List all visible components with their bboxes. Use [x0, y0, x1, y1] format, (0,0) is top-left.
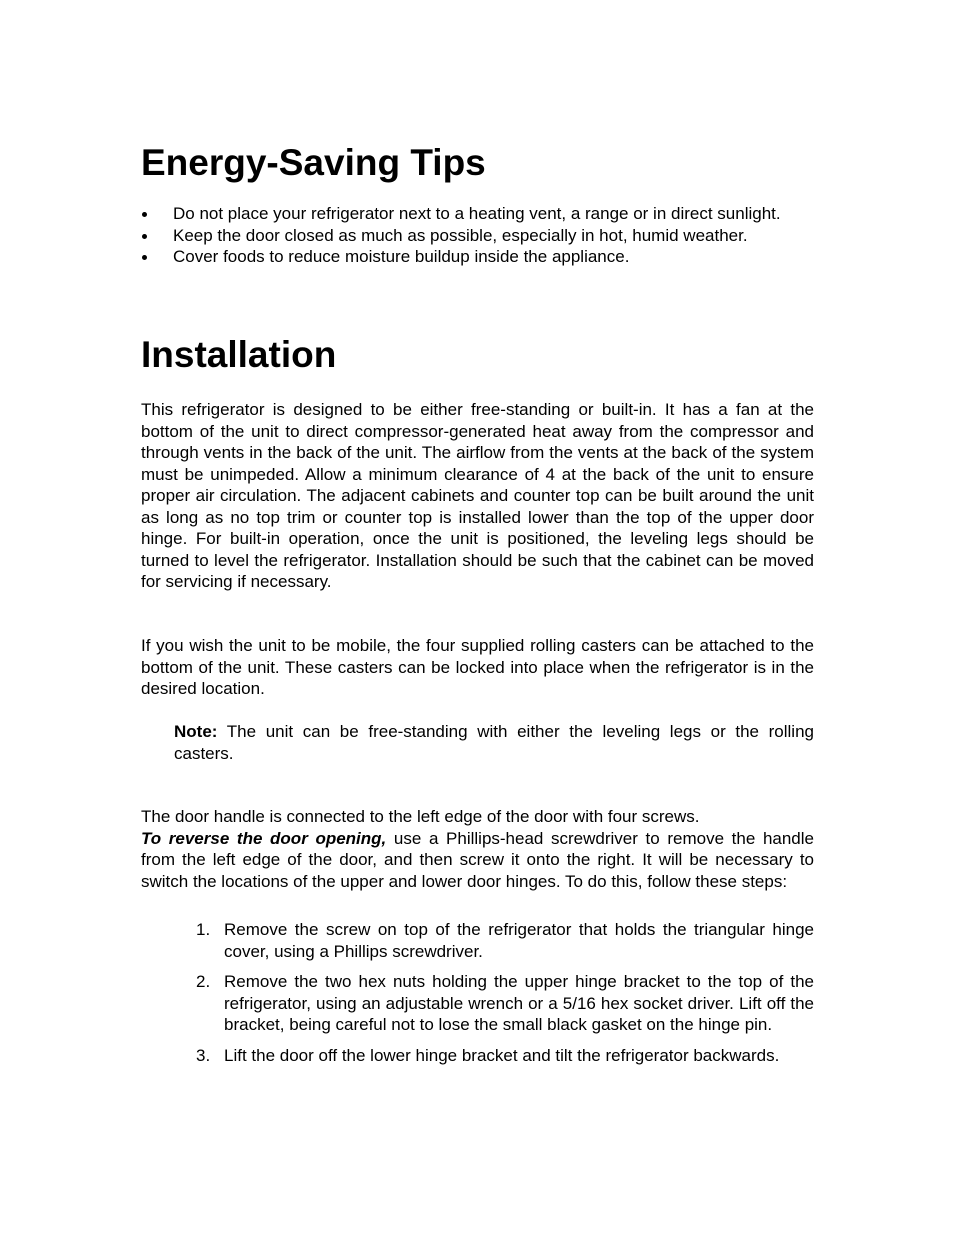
- reverse-door-label: To reverse the door opening,: [141, 828, 387, 848]
- bullet-icon: [142, 234, 147, 239]
- note-block: [174, 721, 814, 764]
- reverse-door-steps: [196, 919, 814, 1075]
- step-text: Remove the screw on top of the refrigerator that holds the triangular hinge cover, using a Phillips screwdriver.: [224, 920, 814, 961]
- door-handle-text: The door handle is connected to the left edge of the door with four screws.: [141, 807, 700, 826]
- reverse-door-text: use a Phillips-head screwdriver to remove the handle from the left edge of the door, and then screw it onto the right. It will be necessary to switch the locations of the upper and lower door hinges. To do this, follow these steps:: [141, 828, 814, 891]
- list-item: [196, 919, 814, 962]
- step-number: 3.: [196, 1045, 211, 1065]
- step-text: Remove the two hex nuts holding the upper hinge bracket to the top of the refrigerator, using an adjustable wrench or a 5/16 hex socket driver. Lift off the bracket, being careful not to lose the small black gasket on the hinge pin.: [224, 972, 814, 1034]
- step-number: 1.: [196, 920, 211, 939]
- step-number: 2.: [196, 972, 211, 991]
- list-item: [141, 225, 814, 247]
- bullet-icon: [142, 212, 147, 217]
- step-text: Lift the door off the lower hinge bracket and tilt the refrigerator backwards.: [224, 1045, 780, 1065]
- energy-saving-heading: Energy-Saving Tips: [141, 142, 486, 183]
- mobile-casters-paragraph: If you wish the unit to be mobile, the four supplied rolling casters can be attached to the bottom of the unit. These casters can be locked into place when the refrigerator is in the desired location.: [141, 636, 814, 698]
- tip-text: Cover foods to reduce moisture buildup inside the appliance.: [173, 247, 630, 266]
- tip-text: Do not place your refrigerator next to a heating vent, a range or in direct sunlight.: [173, 204, 781, 223]
- list-item: [141, 203, 814, 225]
- energy-tips-list: [141, 203, 814, 268]
- list-item: [141, 246, 814, 268]
- list-item: [196, 971, 814, 1036]
- list-item: [196, 1045, 814, 1067]
- door-handle-paragraph: [141, 806, 814, 892]
- installation-paragraph: This refrigerator is designed to be either free-standing or built-in. It has a fan at the bottom of the unit to direct compressor-generated heat away from the compressor and through vents in the back of the unit. The airflow from the vents at the back of the system must be unimpeded. Allow a minimum clearance of 4 at the back of the unit to ensure proper air circulation. The adjacent cabinets and counter top can be built around the unit as long as no top trim or counter top is installed lower than the top of the upper door hinge. For built-in operation, once the unit is positioned, the leveling legs should be turned to level the refrigerator. Installation should be such that the cabinet can be moved for servicing if necessary.: [141, 400, 814, 591]
- note-text: The unit can be free-standing with either the leveling legs or the rolling casters.: [174, 722, 814, 763]
- bullet-icon: [142, 255, 147, 260]
- note-label: Note:: [174, 722, 218, 741]
- installation-heading: Installation: [141, 334, 337, 375]
- tip-text: Keep the door closed as much as possible, especially in hot, humid weather.: [173, 225, 748, 245]
